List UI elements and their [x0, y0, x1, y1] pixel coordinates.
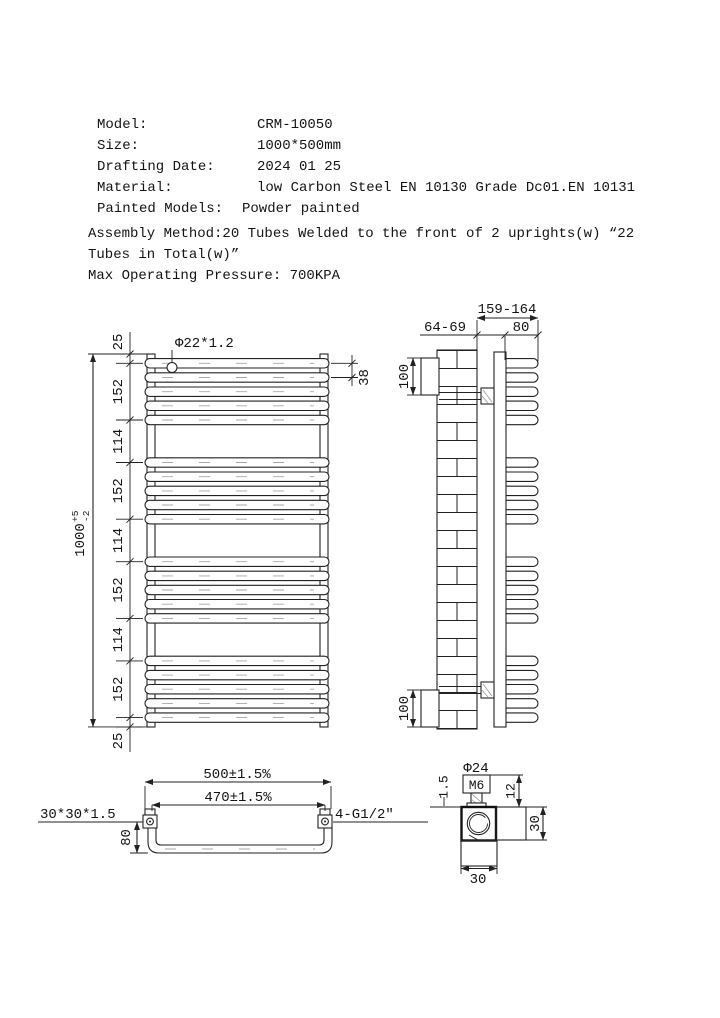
dim-bolt-height: 12	[503, 783, 519, 799]
front-tubes	[145, 359, 329, 723]
dim-height: 30	[528, 815, 544, 832]
front-chain-dimension	[111, 332, 143, 752]
label-thread: M6	[468, 778, 485, 793]
front-view-drawing	[70, 332, 373, 752]
bottom-view-drawing	[38, 767, 428, 853]
dim-bracket-bottom-offset: 100	[397, 695, 413, 722]
dim-wall-to-upright: 64-69	[423, 320, 467, 336]
spec-assembly-line1: Assembly Method:20 Tubes Welded to the front of 2 uprights(w) “22	[88, 226, 635, 242]
side-tubes	[502, 359, 538, 723]
dim-bracket-top-offset: 100	[397, 363, 413, 390]
dim-chain-5: 152	[111, 577, 127, 603]
dim-chain-3: 152	[111, 478, 127, 504]
detail-wall-dimension	[430, 775, 461, 807]
dim-tube-pitch: 38	[357, 369, 373, 386]
dim-chain-6: 114	[111, 627, 127, 653]
bracket-offset-dimensions	[397, 358, 421, 727]
spec-label-model: Model:	[97, 117, 148, 133]
dim-overall-tol-plus: +5	[70, 510, 81, 522]
dim-tube-depth: 80	[512, 320, 530, 336]
side-view-drawing	[397, 302, 542, 729]
dim-chain-7: 152	[111, 676, 127, 702]
dim-width: 30	[469, 872, 487, 888]
spec-assembly-line2: Tubes in Total(w)”	[88, 247, 240, 263]
label-connections: 4-G1/2″	[335, 807, 394, 823]
spec-value-date: 2024 01 25	[257, 159, 342, 175]
dim-chain-4: 114	[111, 527, 127, 554]
spec-value-size: 1000*500mm	[257, 138, 342, 154]
plan-centers-dimension	[152, 790, 325, 811]
wall-bracket-bottom	[421, 690, 439, 727]
spec-value-painted: Powder painted	[242, 201, 360, 217]
dim-bar-depth: 80	[119, 829, 135, 846]
dim-cap-diameter: Φ24	[463, 761, 489, 777]
dim-chain-1: 152	[111, 378, 127, 405]
corner-detail-drawing	[430, 761, 547, 888]
dim-chain-2: 114	[111, 428, 127, 454]
plan-bracket-left	[143, 809, 157, 828]
dim-wall-thickness: 1.5	[436, 775, 452, 799]
front-overall-dimension	[70, 354, 147, 727]
detail-bottom-square	[461, 841, 497, 867]
wall-bracket-top	[421, 358, 439, 395]
dim-overall-tol-minus: -2	[81, 510, 92, 522]
dim-bracket-centers: 470±1.5%	[204, 790, 272, 806]
tube-pitch-dimension	[331, 355, 373, 386]
dim-overall-width: 500±1.5%	[203, 767, 271, 783]
dim-chain-8: 25	[111, 732, 127, 750]
label-tube-spec: Φ22*1.2	[175, 336, 234, 352]
side-upright	[494, 352, 506, 727]
dim-overall: 1000	[73, 523, 89, 557]
plan-bracket-right	[318, 809, 332, 828]
leader-circle	[167, 363, 177, 373]
detail-height-dimension	[526, 807, 547, 840]
towel-bar-inner	[156, 826, 324, 845]
spec-label-material: Material:	[97, 180, 173, 196]
spec-label-date: Drafting Date:	[97, 159, 215, 175]
detail-width-dimension	[461, 866, 497, 888]
detail-bolt-height-dimension	[490, 775, 547, 807]
label-upright-spec: 30*30*1.5	[40, 807, 116, 823]
spec-label-painted: Painted Models:	[97, 201, 224, 217]
detail-side-square	[496, 807, 526, 840]
spec-pressure: Max Operating Pressure: 700KPA	[88, 268, 341, 284]
spec-value-material: low Carbon Steel EN 10130 Grade Dc01.EN 10131	[257, 180, 636, 196]
spec-label-size: Size:	[97, 138, 140, 154]
spec-value-model: CRM-10050	[257, 117, 333, 133]
dim-wall-to-tube-face: 159-164	[477, 302, 537, 318]
dim-chain-0: 25	[111, 333, 127, 351]
